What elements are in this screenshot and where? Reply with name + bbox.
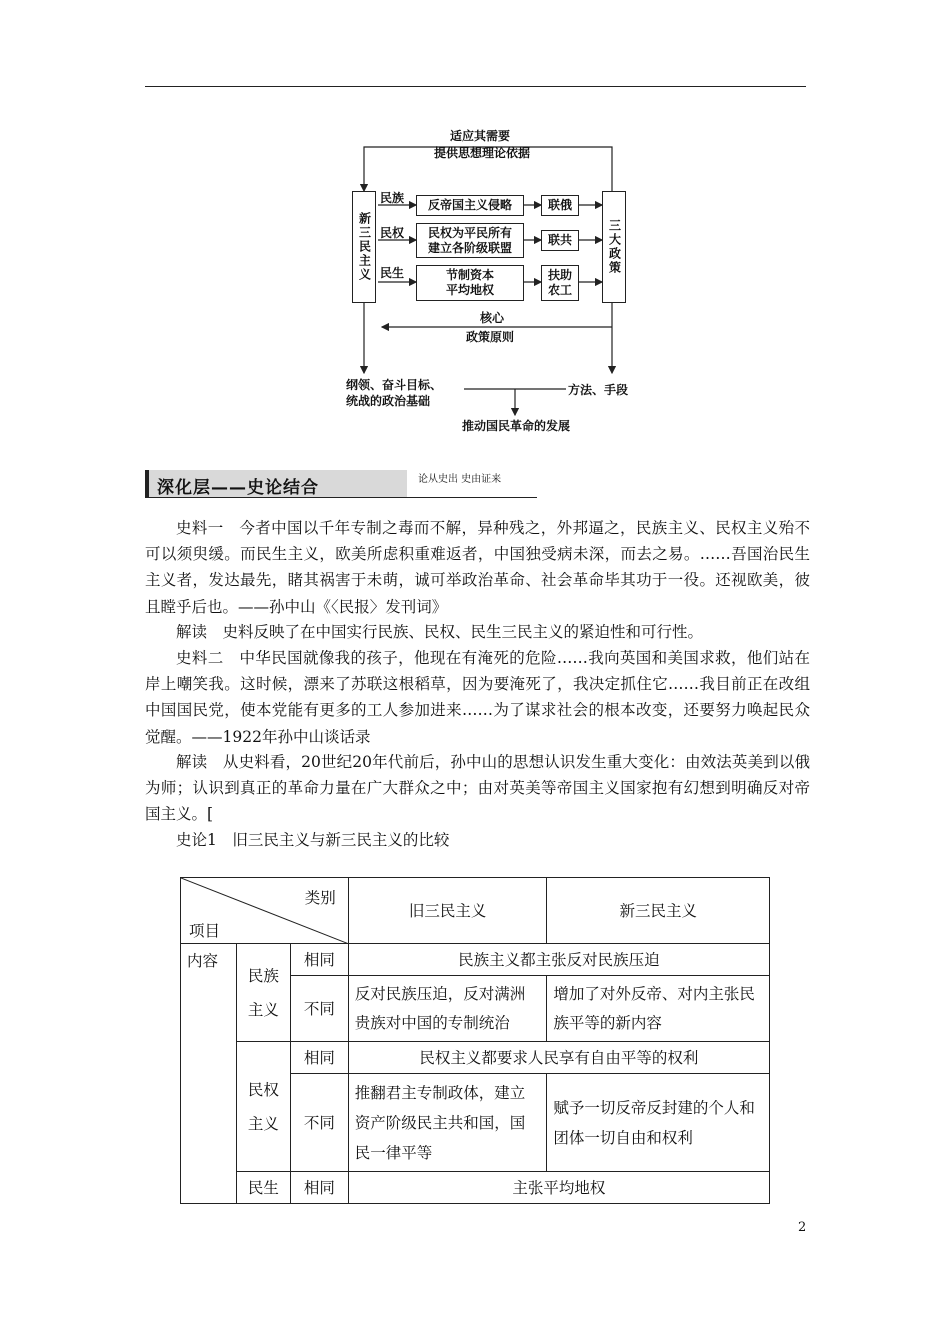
bottom-right-label: 方法、手段	[568, 383, 629, 397]
row-label-nationalism: 民族	[380, 191, 405, 205]
nat-same-label: 相同	[290, 944, 348, 976]
liv-same-text: 主张平均地权	[348, 1172, 769, 1204]
header-item: 项目	[189, 922, 221, 940]
table-header-row	[181, 878, 770, 944]
dem-new-text: 赋予一切反帝反封建的个人和团体一切自由和权利	[547, 1074, 770, 1172]
table-row	[181, 944, 770, 976]
livelihood-cell: 民生	[236, 1172, 290, 1204]
historical-argument-heading: 史论1 旧三民主义与新三民主义的比较	[176, 831, 450, 849]
mid-box-anti-imperialism: 反帝国主义侵略	[416, 195, 524, 216]
three-policies-box: 三大政策	[602, 191, 626, 303]
source-paragraph-1: 史料一 今者中国以千年专制之毒而不解，异种残之，外邦逼之，民族主义、民权主义殆不可以须臾缓。而民生主义，欧美所虑积重难返者，中国独受病未深，而去之易。……吾国治民生主义者，发达最先，睹其祸害于未萌，诚可举政治革命、社会革命毕其功于一役。还视欧美，彼且瞠乎后也。——孙中山《〈民报〉发刊词》	[145, 519, 810, 616]
top-note-line1: 适应其需要	[450, 129, 511, 143]
dem-diff-label: 不同	[290, 1074, 348, 1172]
row-label-democracy: 民权	[380, 226, 405, 240]
three-principles-diagram	[340, 125, 640, 445]
table-row	[181, 1172, 770, 1204]
header-rule	[145, 86, 806, 87]
bottom-center-label: 推动国民革命的发展	[462, 419, 571, 433]
header-category: 类别	[304, 889, 336, 907]
nat-same-text: 民族主义都主张反对民族压迫	[348, 944, 769, 976]
core-label: 核心	[480, 311, 505, 325]
liv-same-label: 相同	[290, 1172, 348, 1204]
new-three-principles-box: 新三民主义	[352, 191, 376, 303]
header-old-principles: 旧三民主义	[348, 878, 547, 944]
row-label-livelihood: 民生	[380, 266, 405, 280]
interpretation-paragraph-1: 解读 史料反映了在中国实行民族、民权、民生三民主义的紧迫性和可行性。	[176, 623, 704, 641]
dem-same-text: 民权主义都要求人民享有自由平等的权利	[348, 1042, 769, 1074]
comparison-table	[180, 877, 770, 1204]
mid-box-land: 节制资本 平均地权	[416, 265, 524, 301]
page-number: 2	[798, 1220, 807, 1235]
top-note-line2: 提供思想理论依据	[434, 146, 531, 160]
interpretation-paragraph-2: 解读 从史料看，20世纪20年代前后，孙中山的思想认识发生重大变化：由效法英美到以俄为师；认识到真正的革命力量在广大群众之中；由对英美等帝国主义国家抱有幻想到明确反对帝国主义。[	[145, 753, 810, 824]
header-corner-cell	[181, 878, 349, 944]
source-paragraph-2: 史料二 中华民国就像我的孩子，他现在有淹死的危险……我向英国和美国求救，他们站在岸上嘲笑我。这时候，漂来了苏联这根稻草，因为要淹死了，我决定抓住它……我目前正在改组中国国民党，使本党能有更多的工人参加进来……为了谋求社会的根本改变，还要努力唤起民众觉醒。——1922年孙中山谈话录	[145, 649, 810, 746]
box-ally-russia: 联俄	[541, 195, 579, 216]
nationalism-cell: 民族主义	[236, 944, 290, 1042]
mid-box-civil-rights: 民权为平民所有 建立各阶级联盟	[416, 223, 524, 258]
dem-same-label: 相同	[290, 1042, 348, 1074]
nat-old-text: 反对民族压迫，反对满洲贵族对中国的专制统治	[348, 976, 547, 1042]
nat-diff-label: 不同	[290, 976, 348, 1042]
democracy-cell: 民权主义	[236, 1042, 290, 1172]
table-row	[181, 1042, 770, 1074]
policy-principle-label: 政策原则	[466, 330, 515, 344]
box-assist-peasants-workers: 扶助 农工	[541, 265, 579, 301]
box-ally-communists: 联共	[541, 230, 579, 251]
section-subtitle: 论从史出 史由证来	[418, 474, 502, 485]
nat-new-text: 增加了对外反帝、对内主张民族平等的新内容	[547, 976, 770, 1042]
content-cell: 内容	[181, 944, 237, 1204]
dem-old-text: 推翻君主专制政体，建立资产阶级民主共和国，国民一律平等	[348, 1074, 547, 1172]
bottom-left-label: 纲领、奋斗目标、 统战的政治基础	[346, 378, 443, 408]
section-title: 深化层——史论结合	[157, 478, 319, 498]
header-new-principles: 新三民主义	[547, 878, 770, 944]
